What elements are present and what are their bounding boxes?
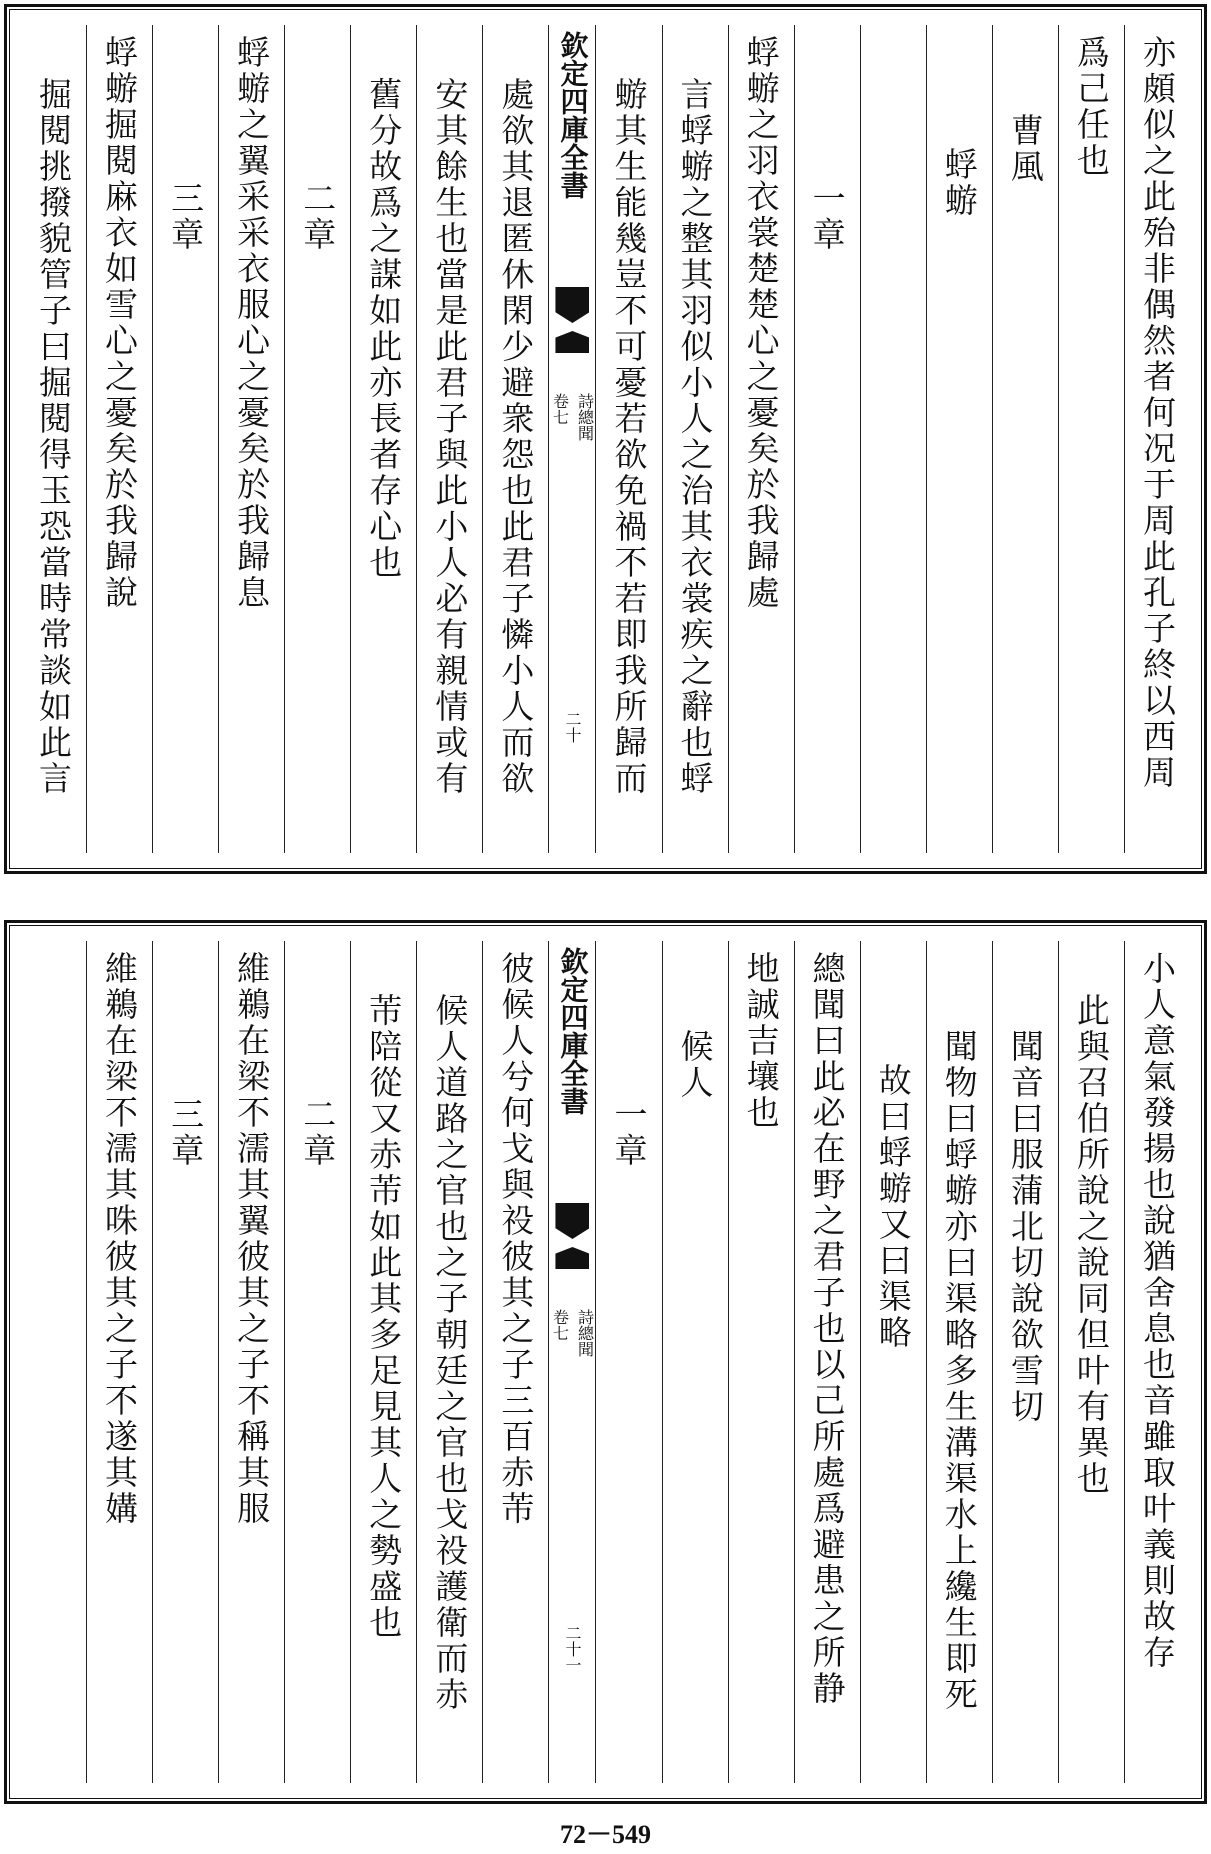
text-column xyxy=(595,941,661,1783)
column-text: 彼候人兮何戈與祋彼其之子三百赤芾 xyxy=(496,951,536,1527)
text-column xyxy=(284,25,350,853)
column-text: 處欲其退匿休閑少避衆怨也此君子憐小人而欲 xyxy=(496,77,536,797)
chapter-heading: 三章 xyxy=(166,1097,206,1169)
chapter-heading: 三章 xyxy=(166,181,206,253)
book-title: 欽定四庫全書 xyxy=(556,947,590,1115)
lower-columns xyxy=(21,941,1190,1783)
column-text: 言蜉蝣之整其羽似小人之治其衣裳疾之辭也蜉 xyxy=(675,77,715,797)
leaf-number: 二十一 xyxy=(562,1625,582,1673)
book-title: 欽定四庫全書 xyxy=(556,31,590,199)
lower-page xyxy=(4,920,1207,1804)
text-column xyxy=(1124,25,1190,853)
fish-tail-mark-icon xyxy=(555,1247,589,1269)
column-text: 聞物曰蜉蝣亦曰渠略多生溝渠水上纔生即死 xyxy=(939,1029,979,1713)
column-text: 蜉蝣之羽衣裳楚楚心之憂矣於我歸處 xyxy=(741,35,781,611)
center-gutter xyxy=(548,25,595,853)
text-column xyxy=(794,25,860,853)
fish-tail-mark-icon xyxy=(555,287,589,323)
column-text: 地誠吉壤也 xyxy=(741,951,781,1131)
text-column xyxy=(482,25,548,853)
gutter-subtitle xyxy=(548,1309,596,1357)
column-text: 蜉蝣掘閱麻衣如雪心之憂矣於我歸說 xyxy=(100,35,140,611)
text-column xyxy=(926,941,992,1783)
column-text: 掘閱挑撥貌管子曰掘閱得玉恐當時常談如此言 xyxy=(33,77,73,797)
text-column xyxy=(152,25,218,853)
text-column xyxy=(1124,941,1190,1783)
column-text: 爲己任也 xyxy=(1071,35,1111,179)
text-column xyxy=(662,25,728,853)
volume-label: 卷七 xyxy=(550,393,570,425)
text-column xyxy=(662,941,728,1783)
chapter-heading: 二章 xyxy=(298,1097,338,1169)
volume-label: 卷七 xyxy=(550,1309,570,1341)
text-column xyxy=(992,25,1058,853)
column-text: 故曰蜉蝣又曰渠略 xyxy=(873,1063,913,1351)
text-column xyxy=(218,941,284,1783)
fish-tail-mark-icon xyxy=(555,1203,589,1239)
section-heading: 曹風 xyxy=(1005,113,1045,185)
text-column xyxy=(21,25,86,853)
leaf-number: 二十 xyxy=(562,711,582,743)
text-column xyxy=(595,25,661,853)
upper-columns xyxy=(21,25,1190,853)
chapter-heading: 一章 xyxy=(609,1097,649,1169)
column-text: 舊分故爲之謀如此亦長者存心也 xyxy=(364,77,404,581)
text-column xyxy=(152,941,218,1783)
text-column xyxy=(482,941,548,1783)
text-column xyxy=(794,941,860,1783)
text-column xyxy=(416,25,482,853)
column-text: 亦頗似之此殆非偶然者何况于周此孔子終以西周 xyxy=(1137,35,1177,791)
chapter-heading: 一章 xyxy=(807,181,847,253)
column-text: 蝣其生能幾豈不可憂若欲免禍不若即我所歸而 xyxy=(609,77,649,797)
text-column xyxy=(350,941,416,1783)
center-gutter xyxy=(548,941,595,1783)
column-text: 候人道路之官也之子朝廷之官也戈祋護衛而赤 xyxy=(430,993,470,1713)
text-column xyxy=(21,941,86,1783)
column-text: 聞音曰服蒲北切說欲雪切 xyxy=(1005,1029,1045,1425)
text-column xyxy=(350,25,416,853)
work-title: 詩總聞 xyxy=(575,393,595,441)
work-title: 詩總聞 xyxy=(575,1309,595,1357)
text-column xyxy=(86,941,152,1783)
text-column xyxy=(1058,941,1124,1783)
text-column xyxy=(728,941,794,1783)
gutter-subtitle xyxy=(548,393,596,441)
fish-tail-mark-icon xyxy=(555,331,589,353)
column-text: 芾陪從又赤芾如此其多足見其人之勢盛也 xyxy=(364,993,404,1641)
column-text: 安其餘生也當是此君子與此小人必有親情或有 xyxy=(430,77,470,797)
folio-number: 72－549 xyxy=(559,1820,651,1849)
column-text: 此與召伯所說之說同但叶有異也 xyxy=(1071,993,1111,1497)
text-column xyxy=(86,25,152,853)
text-column xyxy=(860,25,926,853)
text-column xyxy=(992,941,1058,1783)
column-text: 維鵜在梁不濡其咮彼其之子不遂其媾 xyxy=(100,951,140,1527)
text-column xyxy=(926,25,992,853)
text-column xyxy=(860,941,926,1783)
text-column xyxy=(1058,25,1124,853)
column-text: 總聞曰此必在野之君子也以己所處爲避患之所静 xyxy=(807,951,847,1707)
text-column xyxy=(416,941,482,1783)
column-text: 小人意氣發揚也說猶舍息也音雖取叶義則故存 xyxy=(1137,951,1177,1671)
chapter-heading: 二章 xyxy=(298,181,338,253)
poem-title: 候人 xyxy=(675,1029,715,1101)
poem-title: 蜉蝣 xyxy=(939,147,979,219)
text-column xyxy=(218,25,284,853)
column-text: 蜉蝣之翼采采衣服心之憂矣於我歸息 xyxy=(232,35,272,611)
upper-page xyxy=(4,4,1207,874)
text-column xyxy=(284,941,350,1783)
column-text: 維鵜在梁不濡其翼彼其之子不稱其服 xyxy=(232,951,272,1527)
text-column xyxy=(728,25,794,853)
